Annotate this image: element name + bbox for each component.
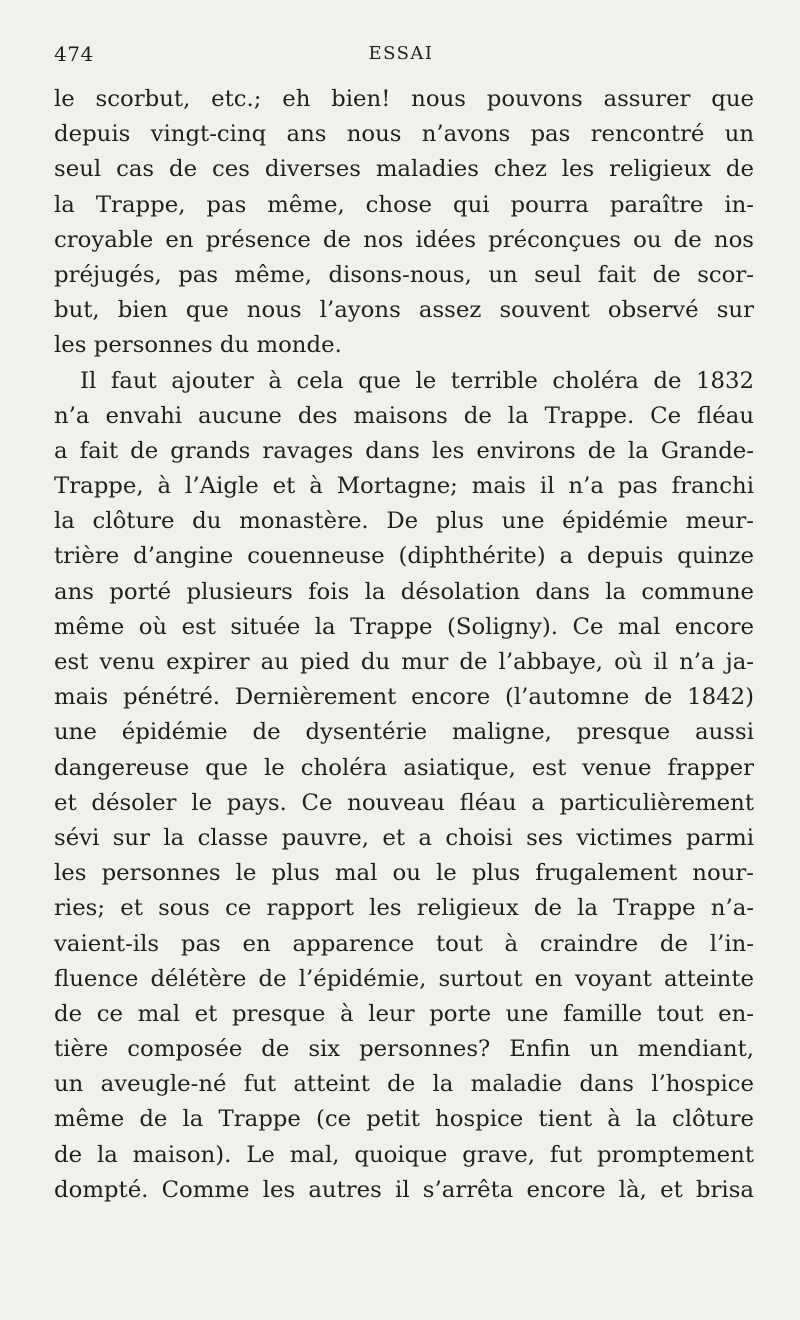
text-line: les personnes du monde. [54, 332, 342, 359]
text-line: ans porté plusieurs fois la désolation dans la commune [54, 578, 754, 605]
text-line: mais pénétré. Dernièrement encore (l’automne de 1842) [54, 684, 754, 711]
text-line: même de la Trappe (ce petit hospice tient à la clôture [54, 1106, 754, 1133]
text-line: Trappe, à l’Aigle et à Mortagne; mais il n’a pas franchi [54, 473, 754, 500]
text-line: la clôture du monastère. De plus une épidémie meur- [54, 508, 754, 535]
text-line: préjugés, pas même, disons-nous, un seul fait de scor- [54, 261, 754, 288]
text-line: Il faut ajouter à cela que le terrible choléra de 1832 [80, 367, 754, 394]
text-line: vaient-ils pas en apparence tout à craindre de l’in- [54, 930, 754, 957]
text-line: depuis vingt-cinq ans nous n’avons pas rencontré un [54, 121, 754, 148]
text-line: dompté. Comme les autres il s’arrêta encore là, et brisa [54, 1176, 754, 1203]
text-line: tière composée de six personnes? Enfin un mendiant, [54, 1036, 754, 1063]
text-line: n’a envahi aucune des maisons de la Trappe. Ce fléau [54, 402, 754, 429]
text-line: même où est située la Trappe (Soligny). Ce mal encore [54, 613, 754, 640]
page-header [54, 42, 748, 82]
text-line: ries; et sous ce rapport les religieux de la Trappe n’a- [54, 895, 754, 922]
text-line: le scorbut, etc.; eh bien! nous pouvons assurer que [54, 86, 754, 112]
running-head: ESSAI [368, 43, 434, 64]
body-text [54, 82, 754, 1208]
text-line: les personnes le plus mal ou le plus frugalement nour- [54, 860, 754, 887]
text-line: but, bien que nous l’ayons assez souvent observé sur [54, 297, 754, 324]
text-line: fluence délétère de l’épidémie, surtout en voyant atteinte [54, 965, 754, 992]
text-line: a fait de grands ravages dans les environs de la Grande- [54, 437, 754, 464]
text-line: la Trappe, pas même, chose qui pourra paraître in- [54, 191, 754, 218]
text-line: est venu expirer au pied du mur de l’abbaye, où il n’a ja- [54, 649, 754, 675]
text-line: trière d’angine couenneuse (diphthérite) a depuis quinze [54, 543, 754, 570]
text-line: dangereuse que le choléra asiatique, est venue frapper [54, 754, 754, 781]
text-line: sévi sur la classe pauvre, et a choisi ses victimes parmi [54, 824, 754, 851]
text-line: croyable en présence de nos idées préconçues ou de nos [54, 226, 754, 253]
text-line: et désoler le pays. Ce nouveau fléau a particulièrement [54, 789, 754, 816]
text-line: un aveugle-né fut atteint de la maladie dans l’hospice [54, 1071, 754, 1098]
text-line: de la maison). Le mal, quoique grave, fut promptement [54, 1141, 754, 1168]
page-number: 474 [54, 42, 94, 66]
text-line: seul cas de ces diverses maladies chez les religieux de [54, 156, 754, 183]
text-line: une épidémie de dysentérie maligne, presque aussi [54, 719, 754, 746]
text-line: de ce mal et presque à leur porte une famille tout en- [54, 1000, 754, 1027]
